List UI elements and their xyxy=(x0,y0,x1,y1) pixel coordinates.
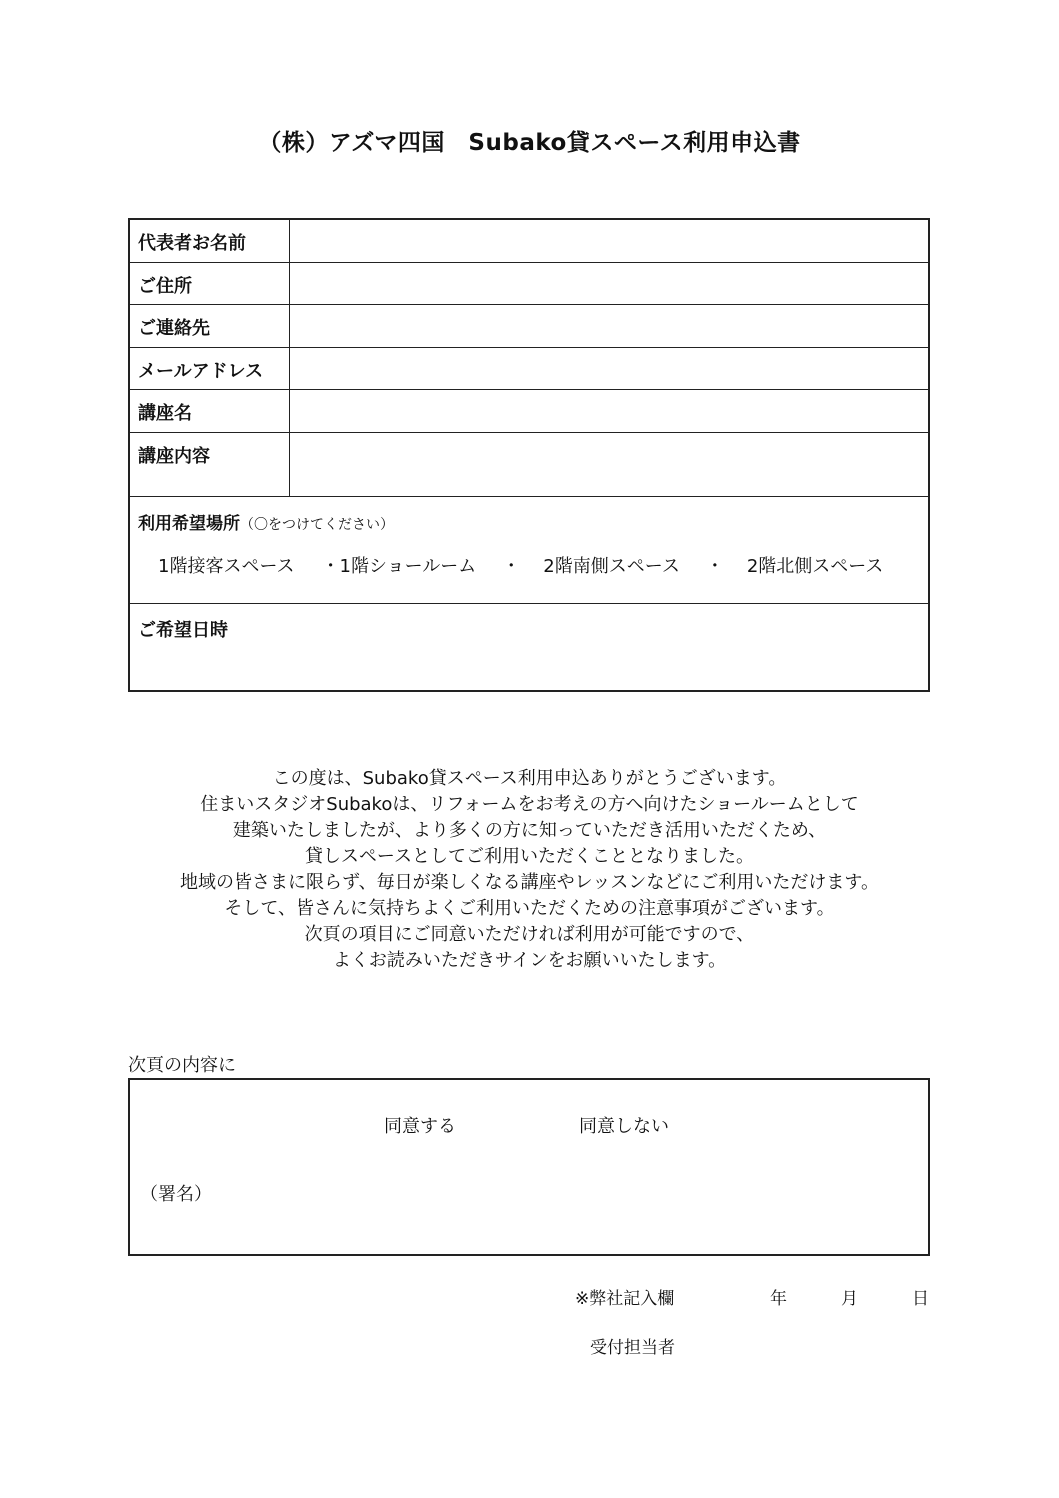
agree-option[interactable]: 同意する xyxy=(384,1116,456,1137)
receiver-label: 受付担当者 xyxy=(590,1338,675,1358)
agreement-box xyxy=(128,1078,930,1256)
form-row-address xyxy=(130,263,928,306)
course-content-field[interactable] xyxy=(290,433,928,496)
month-label: 月 xyxy=(841,1289,858,1309)
form-row-course-name xyxy=(130,390,928,433)
field-label: メールアドレス xyxy=(130,348,290,390)
separator-dot: ・ xyxy=(502,555,521,577)
message-line: 貸しスペースとしてご利用いただくこととなりました。 xyxy=(304,846,755,867)
message-line: この度は、Subako貸スペース利用申込ありがとうございます。 xyxy=(272,768,787,789)
form-row-desired-date[interactable] xyxy=(130,604,928,690)
date-label: ご希望日時 xyxy=(138,619,228,641)
place-option-2f-north[interactable]: 2階北側スペース xyxy=(746,555,884,577)
field-label: 講座内容 xyxy=(130,433,290,496)
message-line: 地域の皆さまに限らず、毎日が楽しくなる講座やレッスンなどにご利用いただけます。 xyxy=(180,872,879,893)
course-name-field[interactable] xyxy=(290,390,928,432)
address-field[interactable] xyxy=(290,263,928,305)
agreement-caption: 次頁の内容に xyxy=(128,1055,236,1076)
signature-label: （署名） xyxy=(140,1184,212,1205)
message-line: 次頁の項目にご同意いただければ利用が可能ですので、 xyxy=(304,924,755,945)
form-row-contact xyxy=(130,305,928,348)
form-row-email xyxy=(130,348,928,391)
year-label: 年 xyxy=(770,1289,787,1309)
place-note: （〇をつけてください） xyxy=(240,516,394,533)
representative-name-field[interactable] xyxy=(290,220,928,262)
message-line: 住まいスタジオSubakoは、リフォームをお考えの方へ向けたショールームとして xyxy=(200,794,859,815)
separator-dot: ・ xyxy=(705,555,724,577)
field-label: ご住所 xyxy=(130,263,290,305)
field-label: ご連絡先 xyxy=(130,305,290,347)
form-row-desired-place xyxy=(130,497,928,604)
disagree-option[interactable]: 同意しない xyxy=(579,1116,669,1137)
form-row-representative-name xyxy=(130,220,928,263)
place-option-2f-south[interactable]: 2階南側スペース xyxy=(543,555,680,577)
email-field[interactable] xyxy=(290,348,928,390)
day-label: 日 xyxy=(912,1289,929,1309)
field-label: 代表者お名前 xyxy=(130,220,290,262)
field-label: 講座名 xyxy=(130,390,290,432)
message-line: よくお読みいただきサインをお願いいたします。 xyxy=(332,950,727,971)
place-label: 利用希望場所 xyxy=(138,513,240,534)
message-line: 建築いたしましたが、より多くの方に知っていただき活用いただくため、 xyxy=(232,820,827,841)
message-line: そして、皆さんに気持ちよくご利用いただくための注意事項がございます。 xyxy=(224,898,835,919)
application-form xyxy=(128,218,930,692)
place-option-1f-showroom[interactable]: ・1階ショールーム xyxy=(321,555,477,577)
office-use-label: ※弊社記入欄 xyxy=(575,1289,675,1309)
intro-message xyxy=(0,766,1059,974)
page-title: （株）アズマ四国 Subako貸スペース利用申込書 xyxy=(258,130,801,156)
form-row-course-content xyxy=(130,433,928,497)
place-option-1f-reception[interactable]: 1階接客スペース xyxy=(158,555,295,577)
contact-field[interactable] xyxy=(290,305,928,347)
place-options xyxy=(138,552,920,578)
